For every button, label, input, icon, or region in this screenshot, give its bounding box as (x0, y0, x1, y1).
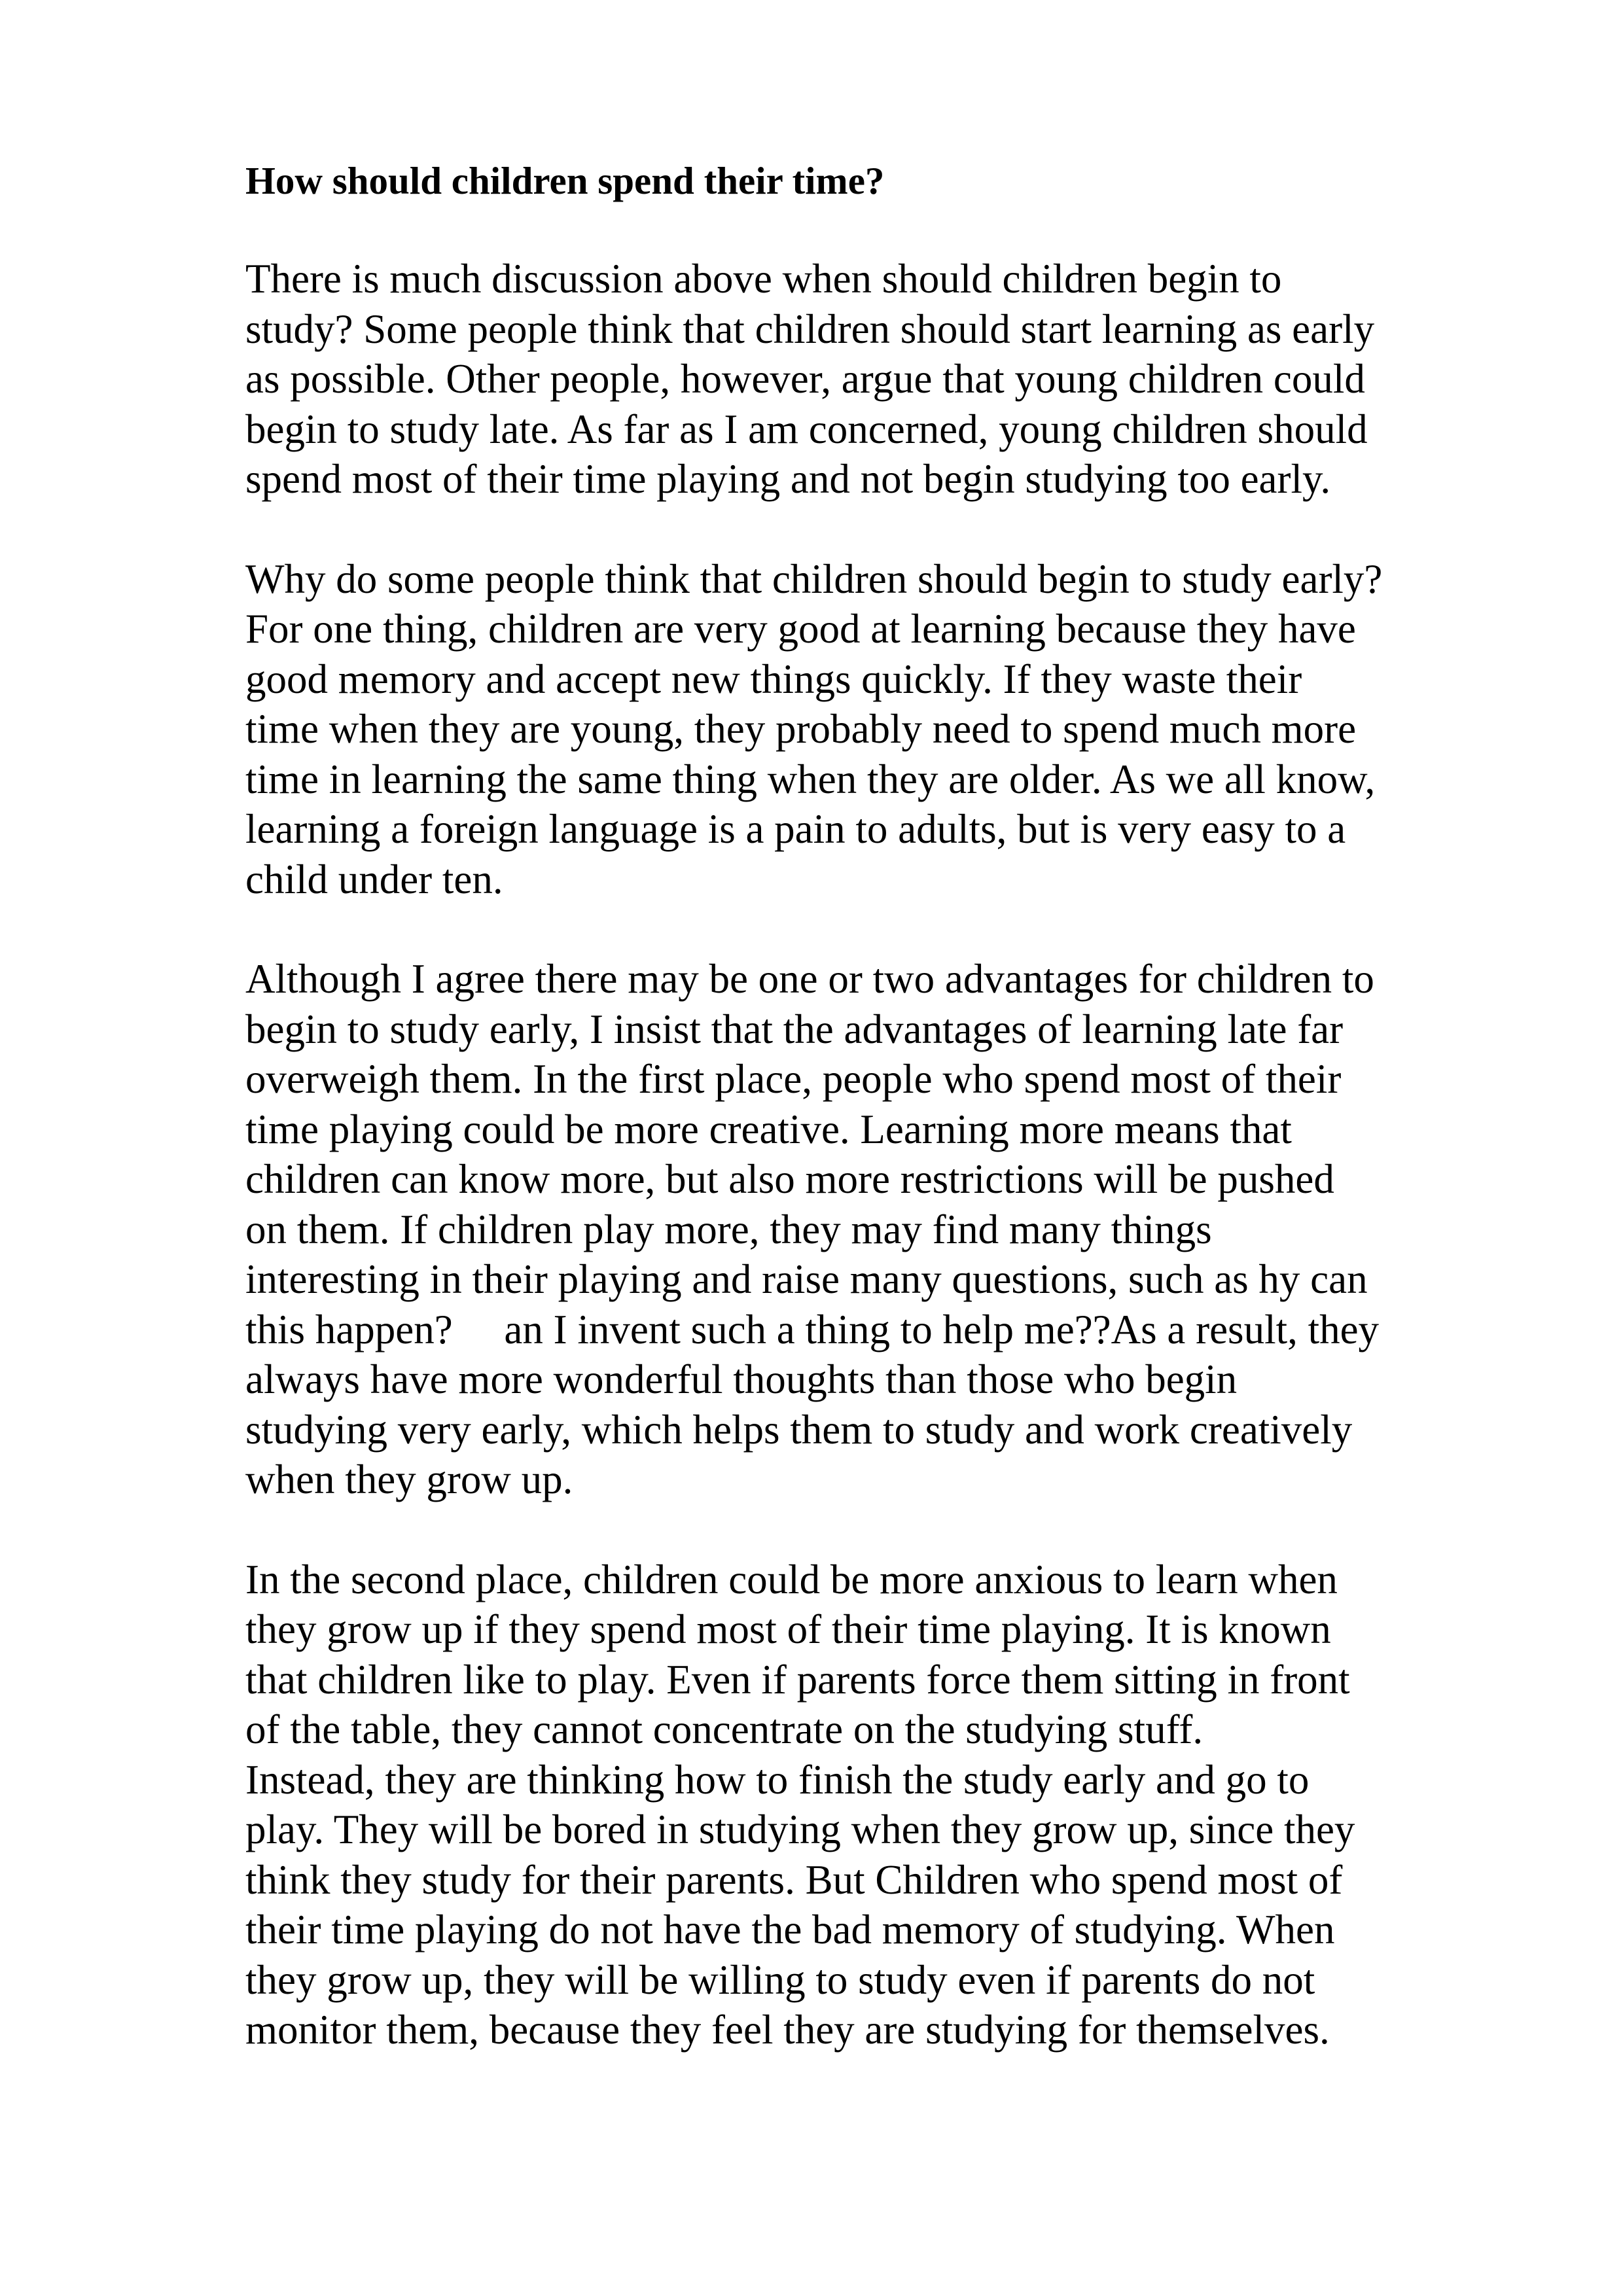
text-line: spend most of their time playing and not begin studying too early. (245, 456, 1331, 502)
text-line: time in learning the same thing when they are older. As we all know, (245, 756, 1376, 802)
text-line: when they grow up. (245, 1457, 573, 1502)
text-line: always have more wonderful thoughts than those who begin (245, 1356, 1238, 1402)
text-line: that children like to play. Even if parents force them sitting in front (245, 1656, 1350, 1703)
text-line: interesting in their playing and raise many questions, such as hy can (245, 1256, 1368, 1302)
text-line: learning a foreign language is a pain to adults, but is very easy to a (245, 806, 1346, 852)
text-line: For one thing, children are very good at learning because they have (245, 606, 1356, 652)
text-line: time playing could be more creative. Learning more means that (245, 1106, 1292, 1152)
paragraph-early-study-argument (245, 554, 1528, 905)
text-line: children can know more, but also more restrictions will be pushed (245, 1156, 1334, 1202)
text-line: Why do some people think that children should begin to study early? (245, 556, 1383, 602)
text-line: time when they are young, they probably need to spend much more (245, 706, 1357, 752)
text-line: There is much discussion above when should children begin to (245, 256, 1282, 302)
text-line: Instead, they are thinking how to finish the study early and go to (245, 1756, 1310, 1803)
text-line: studying very early, which helps them to study and work creatively (245, 1406, 1353, 1453)
text-line: good memory and accept new things quickly. If they waste their (245, 656, 1302, 702)
paragraph-motivation (245, 1555, 1528, 2055)
paragraph-introduction (245, 254, 1528, 504)
text-line: they grow up if they spend most of their time playing. It is known (245, 1606, 1331, 1652)
text-line: begin to study late. As far as I am concerned, young children should (245, 406, 1368, 452)
text-line: In the second place, children could be more anxious to learn when (245, 1556, 1338, 1602)
text-line: they grow up, they will be willing to study even if parents do not (245, 1956, 1315, 2003)
essay-body (245, 156, 1528, 2055)
text-line: think they study for their parents. But Children who spend most of (245, 1856, 1343, 1903)
paragraph-creativity (245, 954, 1528, 1505)
text-line: of the table, they cannot concentrate on the studying stuff. (245, 1706, 1204, 1752)
text-line: their time playing do not have the bad memory of studying. When (245, 1907, 1335, 1952)
text-line: monitor them, because they feel they are studying for themselves. (245, 2007, 1330, 2053)
text-line: this happen? an I invent such a thing to help me??As a result, they (245, 1306, 1380, 1352)
text-line: overweigh them. In the first place, people who spend most of their (245, 1056, 1342, 1102)
text-line: play. They will be bored in studying when they grow up, since they (245, 1807, 1355, 1852)
text-line: child under ten. (245, 856, 503, 902)
text-line: study? Some people think that children should start learning as early (245, 306, 1375, 352)
essay-title: How should children spend their time? (245, 159, 885, 202)
text-line: on them. If children play more, they may find many things (245, 1206, 1212, 1252)
text-line: begin to study early, I insist that the advantages of learning late far (245, 1006, 1344, 1052)
text-line: as possible. Other people, however, argue that young children could (245, 356, 1365, 402)
text-line: Although I agree there may be one or two advantages for children to (245, 956, 1374, 1002)
